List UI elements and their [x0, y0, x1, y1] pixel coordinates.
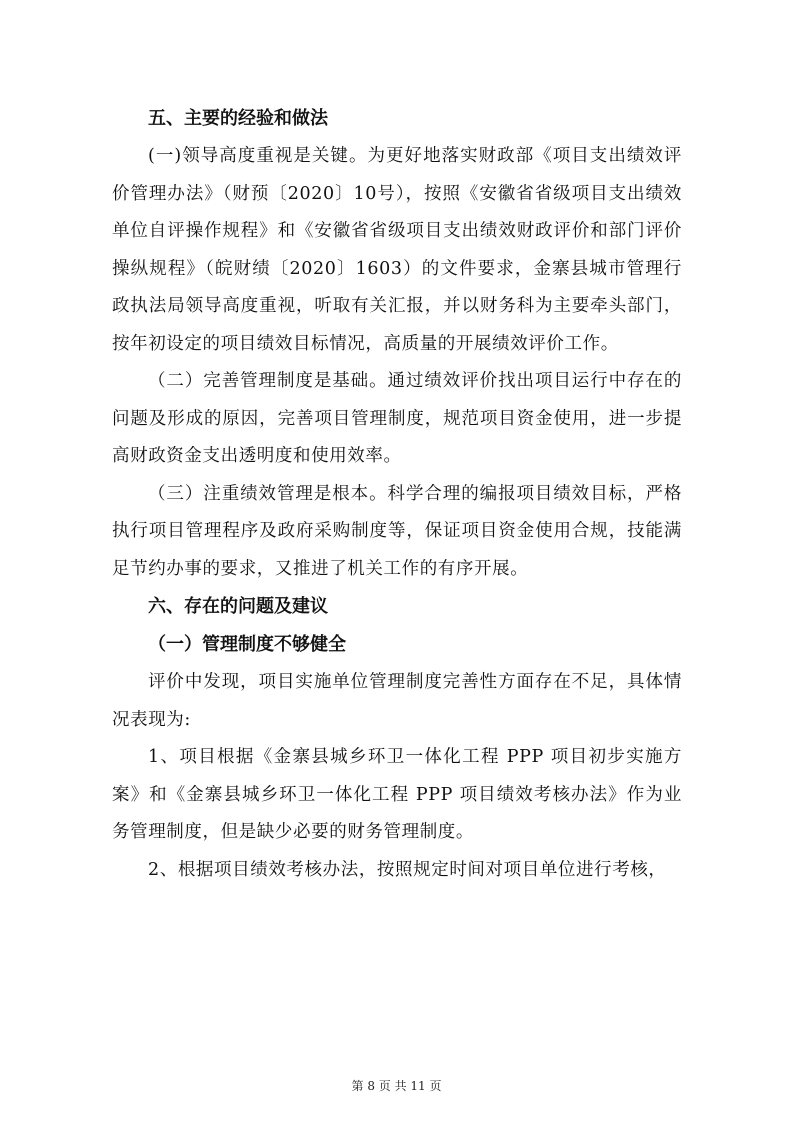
paragraph-leadership: (一)领导高度重视是关键。为更好地落实财政部《项目支出绩效评价管理办法》（财预〔2020〕10号），按照《安徽省省级项目支出绩效单位自评操作规程》和《安徽省省级项目支出绩效财政评价和部门评价操纵规程》（皖财绩〔2020〕1603）的文件要求，金寨县城市管理行政执法局领导高度重视，听取有关汇报，并以财务科为主要牵头部门，按年初设定的项目绩效目标情况，高质量的开展绩效评价工作。 [112, 146, 682, 354]
paragraph-evaluation-findings: 评价中发现，项目实施单位管理制度完善性方面存在不足，具体情况表现为: [112, 672, 682, 730]
paragraph-finding-1: 1、项目根据《金寨县城乡环卫一体化工程 PPP 项目初步实施方案》和《金寨县城乡环卫一体化工程 PPP 项目绩效考核办法》作为业务管理制度，但是缺少必要的财务管理制度。 [112, 747, 682, 842]
section-heading-5: 五、主要的经验和做法 [148, 108, 328, 129]
page-footer: 第 8 页 共 11 页 [351, 1079, 442, 1093]
section-heading-6: 六、存在的问题及建议 [148, 596, 328, 617]
document-body [112, 100, 682, 889]
paragraph-finding-2: 2、根据项目绩效考核办法，按照规定时间对项目单位进行考核， [148, 859, 667, 880]
paragraph-management-system: （二）完善管理制度是基础。通过绩效评价找出项目运行中存在的问题及形成的原因，完善项目管理制度，规范项目资金使用，进一步提高财政资金支出透明度和使用效率。 [112, 371, 682, 466]
subheading-management-system: （一）管理制度不够健全 [148, 634, 346, 655]
paragraph-performance-management: （三）注重绩效管理是根本。科学合理的编报项目绩效目标，严格执行项目管理程序及政府采购制度等，保证项目资金使用合规，技能满足节约办事的要求，又推进了机关工作的有序开展。 [112, 483, 682, 579]
